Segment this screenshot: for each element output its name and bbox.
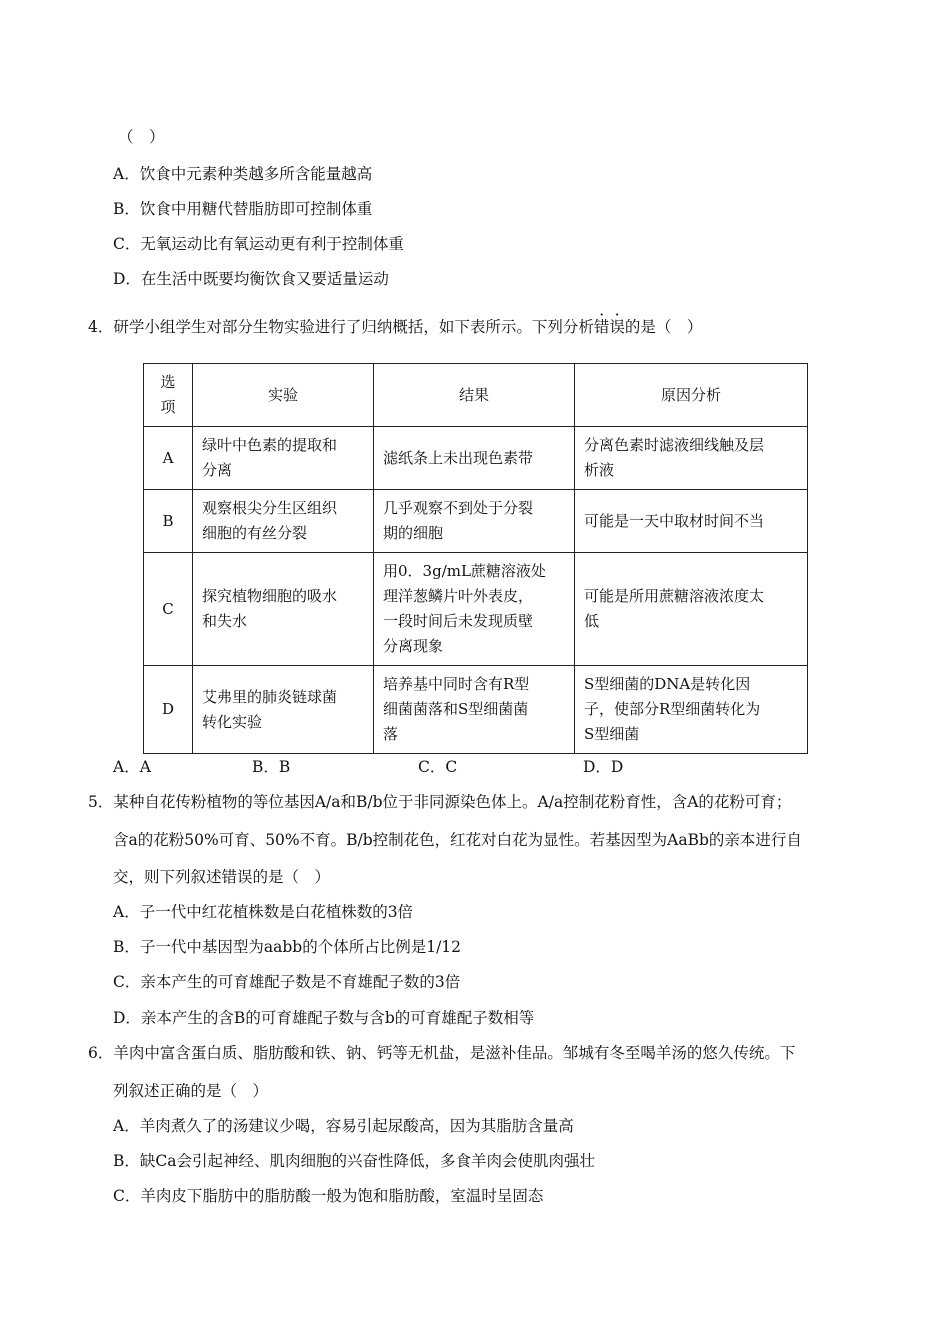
q4-experiment-table <box>143 363 808 754</box>
q6-option-b: B．缺Ca会引起神经、肌肉细胞的兴奋性降低，多食羊肉会使肌肉强壮 <box>113 1152 595 1170</box>
q4-stem-emphasis-2: 误 <box>609 318 625 336</box>
cell-line: 绿叶中色素的提取和 <box>202 436 338 454</box>
row-option: C <box>144 553 193 666</box>
cell-line: 细菌菌落和S型细菌菌 <box>383 700 529 718</box>
row-option: D <box>144 666 193 754</box>
cell-line: 和失水 <box>202 612 248 630</box>
q3-option-a: A．饮食中元素种类越多所含能量越高 <box>113 165 373 183</box>
row-result <box>374 490 575 553</box>
q4-answer-b: B．B <box>252 758 291 776</box>
q4-stem-before: 4．研学小组学生对部分生物实验进行了归纳概括，如下表所示。下列分析 <box>88 318 594 336</box>
q4-answer-a: A．A <box>113 758 151 776</box>
row-experiment <box>193 666 374 754</box>
q4-answer-c: C．C <box>418 758 458 776</box>
q5-stem-line-1: 5．某种自花传粉植物的等位基因A/a和B/b位于非同源染色体上。A/a控制花粉育性，含A的花粉可育； <box>88 793 792 811</box>
row-experiment <box>193 427 374 490</box>
q4-answer-d: D．D <box>583 758 624 776</box>
cell-line: 观察根尖分生区组织 <box>202 499 338 517</box>
row-experiment <box>193 490 374 553</box>
q4-stem <box>88 317 702 337</box>
row-reason <box>575 553 808 666</box>
q5-option-c: C．亲本产生的可育雄配子数是不育雄配子数的3倍 <box>113 973 461 991</box>
q5-option-b: B．子一代中基因型为aabb的个体所占比例是1/12 <box>113 938 462 956</box>
cell-line: 分离 <box>202 461 233 479</box>
row-option: B <box>144 490 193 553</box>
q3-option-c: C．无氧运动比有氧运动更有利于控制体重 <box>113 235 404 253</box>
cell-line: 分离色素时滤液细线触及层 <box>584 436 765 454</box>
cell-line: 转化实验 <box>202 712 263 731</box>
q6-option-c: C．羊肉皮下脂肪中的脂肪酸一般为饱和脂肪酸，室温时呈固态 <box>113 1187 544 1205</box>
cell-line: 几乎观察不到处于分裂 <box>383 499 534 517</box>
row-result <box>374 553 575 666</box>
table-row <box>144 666 808 754</box>
cell-line: 低 <box>584 612 600 630</box>
q3-option-d: D．在生活中既要均衡饮食又要适量运动 <box>113 270 389 288</box>
cell-line: 艾弗里的肺炎链球菌 <box>202 687 338 706</box>
header-reason: 原因分析 <box>575 364 808 427</box>
cell-line: 探究植物细胞的吸水 <box>202 587 338 605</box>
row-result <box>374 666 575 754</box>
cell-line: 用0．3g/mL蔗糖溶液处 <box>383 562 546 580</box>
q3-option-b: B．饮食中用糖代替脂肪即可控制体重 <box>113 200 373 218</box>
cell-line: S型细菌的DNA是转化因 <box>584 675 751 693</box>
header-option <box>144 364 193 427</box>
row-reason <box>575 427 808 490</box>
cell-line: 一段时间后未发现质壁 <box>383 612 534 630</box>
q5-option-a: A．子一代中红花植株数是白花植株数的3倍 <box>113 903 414 921</box>
q5-option-d: D．亲本产生的含B的可育雄配子数与含b的可育雄配子数相等 <box>113 1009 535 1027</box>
cell-line: 析液 <box>584 461 615 479</box>
q6-stem-line-2: 列叙述正确的是（ ） <box>113 1082 269 1100</box>
row-reason <box>575 666 808 754</box>
q4-stem-after: 的是（ ） <box>624 318 703 336</box>
q6-option-a: A．羊肉煮久了的汤建议少喝，容易引起尿酸高，因为其脂肪含量高 <box>113 1117 574 1135</box>
row-experiment <box>193 553 374 666</box>
header-experiment: 实验 <box>193 364 374 427</box>
cell-line: 可能是所用蔗糖溶液浓度太 <box>584 587 765 605</box>
table-row <box>144 490 808 553</box>
q6-stem-line-1: 6．羊肉中富含蛋白质、脂肪酸和铁、钠、钙等无机盐，是滋补佳品。邹城有冬至喝羊汤的悠久传统。下 <box>88 1044 796 1062</box>
q4-stem-emphasis-1: 错 <box>593 318 610 336</box>
cell-line: 期的细胞 <box>383 524 444 542</box>
cell-line: S型细菌 <box>584 725 640 743</box>
header-result: 结果 <box>374 364 575 427</box>
cell-line: 分离现象 <box>383 637 444 655</box>
cell-line: 落 <box>383 725 399 743</box>
cell-line: 培养基中同时含有R型 <box>383 675 530 693</box>
table-header-row <box>144 364 808 427</box>
table-row <box>144 427 808 490</box>
cell-line: 滤纸条上未出现色素带 <box>383 448 534 467</box>
header-option-line-2: 项 <box>160 398 176 416</box>
q5-stem-line-3: 交，则下列叙述错误的是（ ） <box>113 868 331 886</box>
header-option-line-1: 选 <box>160 373 176 391</box>
q5-stem-line-2: 含a的花粉50%可育、50%不育。B/b控制花色，红花对白花为显性。若基因型为AaBb的亲本进行自 <box>113 831 802 849</box>
table-row <box>144 553 808 666</box>
row-reason <box>575 490 808 553</box>
row-option: A <box>144 427 193 490</box>
cell-line: 子，使部分R型细菌转化为 <box>584 700 761 718</box>
row-result <box>374 427 575 490</box>
cell-line: 细胞的有丝分裂 <box>202 524 308 542</box>
q3-paren: （ ） <box>118 128 165 146</box>
cell-line: 可能是一天中取材时间不当 <box>584 511 765 530</box>
cell-line: 理洋葱鳞片叶外表皮， <box>383 587 534 605</box>
